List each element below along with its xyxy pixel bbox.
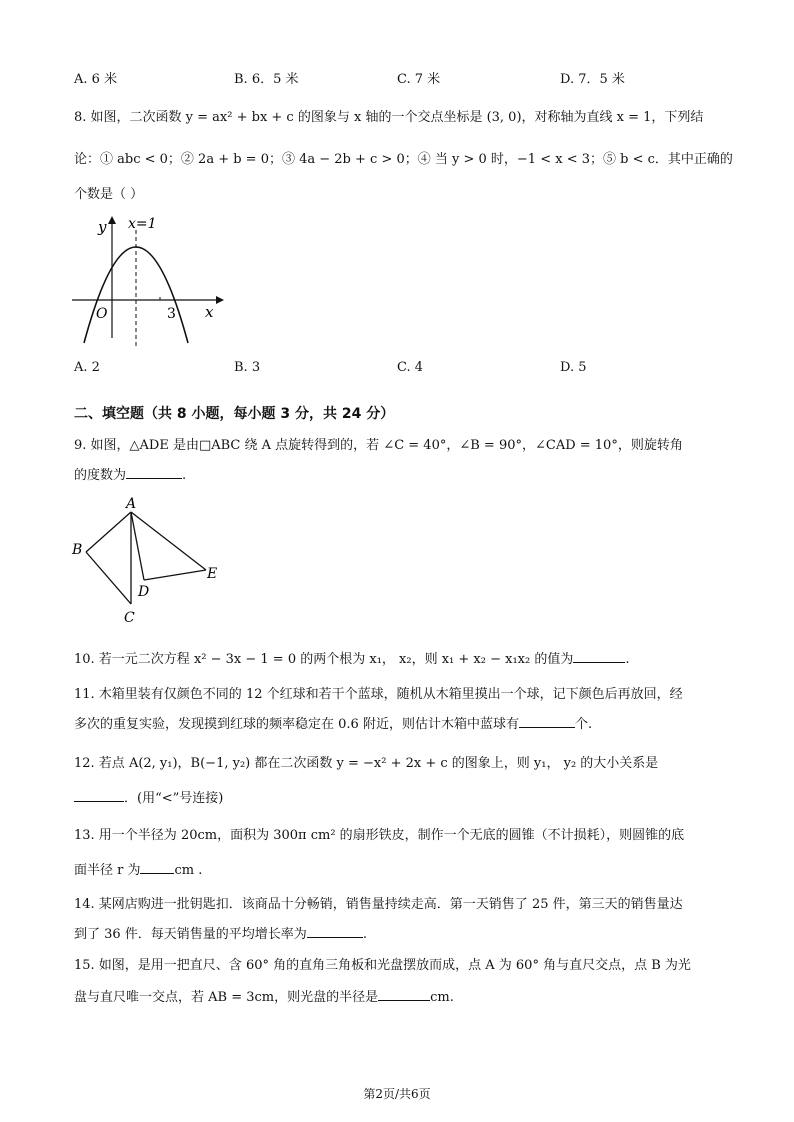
page-footer: 第2页/共6页 — [363, 1087, 431, 1101]
q11-end: 个. — [574, 717, 593, 732]
q15-line-1: 15. 如图，是用一把直尺、含 60° 角的直角三角板和光盘摆放而成，点 A 为 60° 角与直尺交点，点 B 为光 — [74, 958, 691, 973]
q10-line — [74, 648, 629, 667]
q13-line-2 — [74, 859, 202, 878]
q11-line-2 — [74, 713, 592, 732]
q15-line-2 — [74, 986, 454, 1005]
q12-line-1: 12. 若点 A(2, y₁)，B(−1, y₂) 都在二次函数 y = −x² + 2x + c 的图象上，则 y₁， y₂ 的大小关系是 — [74, 756, 659, 771]
q8-option-c: C. 4 — [397, 360, 424, 375]
q9-line-2 — [74, 464, 186, 483]
q13-text: 面半径 r 为 — [74, 863, 141, 878]
q10-text: 10. 若一元二次方程 x² − 3x − 1 = 0 的两个根为 x₁， x₂，则 x₁ + x₂ − x₁x₂ 的值为 — [74, 652, 574, 667]
label-C: C — [124, 610, 135, 626]
q9-end: . — [182, 468, 187, 483]
q15-text: 盘与直尺唯一交点，若 AB = 3cm，则光盘的半径是 — [74, 990, 379, 1005]
label-E: E — [207, 566, 218, 582]
label-A: A — [126, 496, 137, 512]
q14-answer-blank[interactable] — [307, 925, 363, 938]
q7-option-c: C. 7 米 — [397, 72, 441, 87]
q8-line-3: 个数是（ ） — [74, 187, 144, 202]
q8-option-d: D. 5 — [560, 360, 587, 375]
label-origin: O — [96, 306, 108, 322]
label-B: B — [72, 542, 83, 558]
q14-line-2 — [74, 923, 367, 942]
label-x: x — [205, 303, 214, 321]
q11-answer-blank[interactable] — [519, 715, 575, 728]
q8-line-1: 8. 如图，二次函数 y = ax² + bx + c 的图象与 x 轴的一个交点坐标是 (3, 0)，对称轴为直线 x = 1，下列结 — [74, 110, 704, 125]
q11-text: 多次的重复实验，发现摸到红球的频率稳定在 0.6 附近，则估计木箱中蓝球有 — [74, 717, 519, 732]
label-3: 3 — [167, 306, 176, 322]
q8-option-b: B. 3 — [234, 360, 261, 375]
q7-option-b: B. 6．5 米 — [234, 72, 299, 87]
q9-answer-blank[interactable] — [126, 466, 182, 479]
q7-option-d: D. 7．5 米 — [560, 72, 625, 87]
label-y: y — [98, 218, 107, 236]
q14-text: 到了 36 件．每天销售量的平均增长率为 — [74, 927, 307, 942]
q13-line-1: 13. 用一个半径为 20cm，面积为 300π cm² 的扇形铁皮，制作一个无底的圆锥（不计损耗），则圆锥的底 — [74, 828, 685, 843]
q9-triangle-figure — [66, 494, 226, 629]
q13-end: cm . — [174, 863, 203, 878]
q11-line-1: 11. 木箱里装有仅颜色不同的 12 个红球和若干个蓝球，随机从木箱里摸出一个球，记下颜色后再放回，经 — [74, 687, 683, 702]
label-D: D — [138, 584, 150, 600]
q8-option-a: A. 2 — [74, 360, 100, 375]
q9-line-1: 9. 如图，△ADE 是由□ABC 绕 A 点旋转得到的，若 ∠C = 40°，∠B = 90°，∠CAD = 10°，则旋转角 — [74, 438, 683, 453]
q8-parabola-figure — [66, 208, 226, 348]
q9-text: 的度数为 — [74, 468, 127, 483]
q14-line-1: 14. 某网店购进一批钥匙扣．该商品十分畅销，销售量持续走高．第一天销售了 25 件，第三天的销售量达 — [74, 897, 683, 912]
q10-end: . — [625, 652, 630, 667]
y-axis-arrow — [108, 216, 116, 224]
q12-end: ．(用“<”号连接) — [124, 791, 224, 806]
q13-answer-blank[interactable] — [140, 861, 174, 874]
q15-answer-blank[interactable] — [378, 988, 430, 1001]
q12-answer-blank[interactable] — [74, 789, 124, 802]
q10-answer-blank[interactable] — [573, 650, 625, 663]
q15-end: cm. — [430, 990, 454, 1005]
x-axis-arrow — [216, 296, 224, 304]
q8-line-2: 论：① abc < 0；② 2a + b = 0；③ 4a − 2b + c > 0；④ 当 y > 0 时，−1 < x < 3；⑤ b < c．其中正确的 — [74, 152, 733, 167]
q12-line-2 — [74, 787, 223, 806]
q14-end: . — [362, 927, 367, 942]
q7-option-a: A. 6 米 — [74, 72, 118, 87]
label-sym: x=1 — [128, 216, 157, 232]
section-heading: 二、填空题（共 8 小题，每小题 3 分，共 24 分） — [74, 406, 395, 422]
